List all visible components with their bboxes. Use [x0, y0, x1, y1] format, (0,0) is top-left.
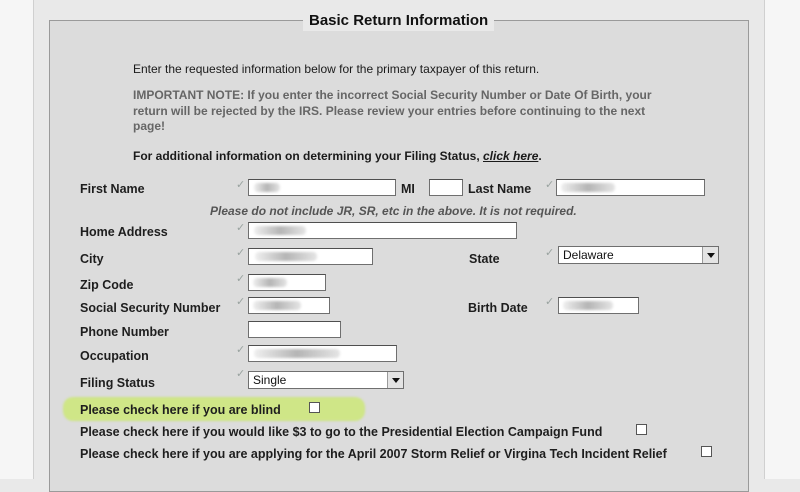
checkmark-icon: ✓: [545, 296, 555, 308]
intro-text: Enter the requested information below for the primary taxpayer of this return.: [133, 62, 540, 76]
state-select-value: Delaware: [563, 248, 614, 262]
blind-checkbox[interactable]: [309, 402, 320, 413]
city-label: City: [80, 252, 104, 266]
phone-number-field[interactable]: [248, 321, 341, 338]
section-title: Basic Return Information: [303, 11, 494, 31]
home-address-label: Home Address: [80, 225, 168, 239]
checkmark-icon: ✓: [236, 296, 246, 308]
occupation-field[interactable]: [248, 345, 397, 362]
filing-status-select-value: Single: [253, 373, 287, 387]
relief-checkbox-label: Please check here if you are applying for the April 2007 Storm Relief or Virgina Tech Incident Relief: [80, 447, 667, 461]
important-note-line3: page!: [133, 119, 166, 133]
ssn-label: Social Security Number: [80, 301, 221, 315]
middle-initial-field[interactable]: [429, 179, 463, 196]
birth-date-field[interactable]: [558, 297, 639, 314]
blind-checkbox-label: Please check here if you are blind: [80, 403, 281, 417]
checkmark-icon: ✓: [236, 247, 246, 259]
checkmark-icon: ✓: [545, 247, 555, 259]
state-label: State: [469, 252, 500, 266]
important-note-line2: return will be rejected by the IRS. Please review your entries before continuing to the next: [133, 104, 646, 118]
filing-status-info-suffix: .: [538, 149, 542, 163]
state-select[interactable]: [558, 246, 719, 264]
filing-status-info-text: For additional information on determining your Filing Status,: [133, 149, 483, 163]
first-name-field[interactable]: [248, 179, 396, 196]
phone-number-label: Phone Number: [80, 325, 169, 339]
checkmark-icon: ✓: [236, 222, 246, 234]
checkmark-icon: ✓: [545, 179, 555, 191]
filing-status-select[interactable]: [248, 371, 404, 389]
suffix-hint: Please do not include JR, SR, etc in the above. It is not required.: [210, 204, 577, 218]
birth-date-label: Birth Date: [468, 301, 528, 315]
zip-code-field[interactable]: [248, 274, 326, 291]
campaign-checkbox-label: Please check here if you would like $3 to go to the Presidential Election Campaign Fund: [80, 425, 603, 439]
checkmark-icon: ✓: [236, 368, 246, 380]
ssn-field[interactable]: [248, 297, 330, 314]
filing-status-label: Filing Status: [80, 376, 155, 390]
right-margin: [764, 0, 800, 479]
campaign-checkbox[interactable]: [636, 424, 647, 435]
relief-checkbox[interactable]: [701, 446, 712, 457]
occupation-label: Occupation: [80, 349, 149, 363]
filing-status-info: [133, 149, 542, 164]
checkmark-icon: ✓: [236, 179, 246, 191]
last-name-field[interactable]: [556, 179, 705, 196]
checkmark-icon: ✓: [236, 273, 246, 285]
city-field[interactable]: [248, 248, 373, 265]
last-name-label: Last Name: [468, 182, 532, 196]
left-margin: [0, 0, 34, 479]
home-address-field[interactable]: [248, 222, 517, 239]
chevron-down-icon[interactable]: [387, 372, 403, 388]
click-here-link[interactable]: click here: [483, 149, 539, 163]
important-note-line1: IMPORTANT NOTE: If you enter the incorrect Social Security Number or Date Of Birth, your: [133, 88, 652, 102]
first-name-label: First Name: [80, 182, 145, 196]
checkmark-icon: ✓: [236, 344, 246, 356]
mi-label: MI: [401, 182, 415, 196]
chevron-down-icon[interactable]: [702, 247, 718, 263]
zip-code-label: Zip Code: [80, 278, 134, 292]
